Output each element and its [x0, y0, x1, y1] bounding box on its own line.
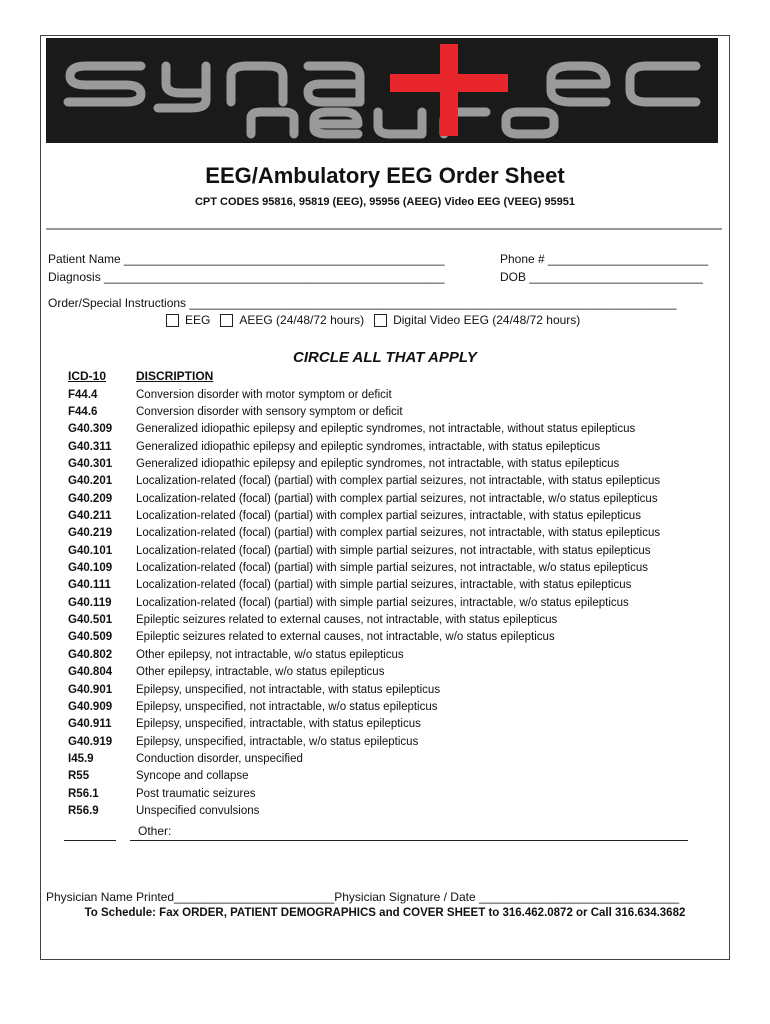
code-description: Localization-related (focal) (partial) with complex partial seizures, not intractable, with status epilepticus — [136, 527, 661, 540]
code-row[interactable] — [68, 490, 723, 507]
code-row[interactable] — [68, 386, 723, 403]
cpt-codes: CPT CODES 95816, 95819 (EEG), 95956 (AEEG) Video EEG (VEEG) 95951 — [194, 196, 576, 208]
code-description: Localization-related (focal) (partial) with simple partial seizures, intractable, w/o status epilepticus — [136, 596, 629, 609]
code-description: Localization-related (focal) (partial) with simple partial seizures, not intractable, with status epilepticus — [136, 544, 651, 557]
code-description: Other epilepsy, not intractable, w/o status epilepticus — [136, 648, 404, 661]
video-eeg-checkbox-label: Digital Video EEG (24/48/72 hours) — [393, 313, 581, 327]
icd10-code: G40.919 — [68, 735, 113, 748]
dob-field[interactable]: DOB __________________________ — [500, 270, 703, 284]
schedule-instructions: To Schedule: Fax ORDER, PATIENT DEMOGRAPHICS and COVER SHEET to 316.462.0872 or Call 316.634.3682 — [84, 907, 686, 919]
code-description: Other epilepsy, intractable, w/o status epilepticus — [136, 666, 385, 679]
code-description: Generalized idiopathic epilepsy and epileptic syndromes, intractable, with status epilepticus — [136, 440, 601, 453]
code-row[interactable] — [68, 473, 723, 490]
synaptec-neuro-logo — [46, 38, 718, 143]
code-row[interactable] — [68, 577, 723, 594]
icd10-code: F44.6 — [68, 406, 98, 419]
code-description: Syncope and collapse — [136, 770, 249, 783]
special-instructions-field[interactable]: Order/Special Instructions _________________________________________________________________________ — [48, 296, 677, 310]
icd10-code: G40.109 — [68, 562, 113, 575]
code-row[interactable] — [68, 507, 723, 524]
diagnosis-field[interactable]: Diagnosis ___________________________________________________ — [48, 270, 445, 284]
code-description: Epilepsy, unspecified, intractable, with status epilepticus — [136, 718, 421, 731]
code-row[interactable] — [68, 438, 723, 455]
icd10-code: G40.909 — [68, 700, 113, 713]
video-eeg-checkbox[interactable] — [374, 314, 387, 327]
code-description: Conversion disorder with motor symptom or deficit — [136, 388, 392, 401]
code-row[interactable] — [68, 611, 723, 628]
aeeg-checkbox-label: AEEG (24/48/72 hours) — [239, 313, 365, 327]
code-row[interactable] — [68, 750, 723, 767]
code-row[interactable] — [68, 542, 723, 559]
icd10-code: G40.804 — [68, 666, 113, 679]
icd10-code: G40.309 — [68, 423, 113, 436]
description-column-header: DISCRIPTION — [136, 369, 214, 383]
code-description: Localization-related (focal) (partial) with complex partial seizures, not intractable, w/o status epilepticus — [136, 492, 658, 505]
icd10-code: G40.901 — [68, 683, 113, 696]
icd10-code: I45.9 — [68, 752, 94, 765]
code-description: Epilepsy, unspecified, not intractable, with status epilepticus — [136, 683, 441, 696]
other-description-line[interactable] — [130, 826, 688, 841]
code-description: Conversion disorder with sensory symptom or deficit — [136, 406, 403, 419]
code-description: Generalized idiopathic epilepsy and epileptic syndromes, not intractable, without status epilepticus — [136, 423, 636, 436]
code-row[interactable] — [68, 785, 723, 802]
icd10-code: G40.101 — [68, 544, 113, 557]
code-row[interactable] — [68, 664, 723, 681]
icd10-code: G40.911 — [68, 718, 112, 731]
code-row[interactable] — [68, 646, 723, 663]
code-description: Post traumatic seizures — [136, 787, 256, 800]
other-label: Other: — [138, 824, 172, 838]
icd10-code: G40.219 — [68, 527, 113, 540]
icd10-code: G40.509 — [68, 631, 113, 644]
code-row[interactable] — [68, 802, 723, 819]
code-description: Unspecified convulsions — [136, 804, 260, 817]
code-description: Localization-related (focal) (partial) with simple partial seizures, intractable, with status epilepticus — [136, 579, 632, 592]
circle-all-instruction: CIRCLE ALL THAT APPLY — [293, 349, 477, 366]
icd10-code: G40.119 — [68, 596, 112, 609]
icd10-code-list — [68, 386, 723, 820]
order-type-checkboxes — [166, 313, 590, 327]
icd10-code: G40.209 — [68, 492, 113, 505]
page-title: EEG/Ambulatory EEG Order Sheet — [205, 163, 565, 188]
icd10-code: G40.802 — [68, 648, 113, 661]
code-row[interactable] — [68, 455, 723, 472]
phone-field[interactable]: Phone # ________________________ — [500, 252, 709, 266]
icd10-code: G40.301 — [68, 458, 113, 471]
icd10-code: G40.311 — [68, 440, 112, 453]
code-description: Epileptic seizures related to external causes, not intractable, w/o status epilepticus — [136, 631, 555, 644]
code-description: Epilepsy, unspecified, intractable, w/o status epilepticus — [136, 735, 419, 748]
icd10-code: G40.111 — [68, 579, 111, 592]
code-description: Generalized idiopathic epilepsy and epileptic syndromes, not intractable, with status epilepticus — [136, 458, 620, 471]
code-row[interactable] — [68, 629, 723, 646]
physician-signature-line[interactable]: Physician Name Printed________________________Physician Signature / Date ______________________________ — [46, 890, 680, 904]
icd10-code: G40.501 — [68, 614, 113, 627]
code-row[interactable] — [68, 559, 723, 576]
code-row[interactable] — [68, 733, 723, 750]
code-row[interactable] — [68, 716, 723, 733]
icd10-code: G40.211 — [68, 510, 112, 523]
eeg-checkbox[interactable] — [166, 314, 179, 327]
aeeg-checkbox[interactable] — [220, 314, 233, 327]
code-row[interactable] — [68, 698, 723, 715]
code-row[interactable] — [68, 594, 723, 611]
code-row[interactable] — [68, 768, 723, 785]
icd10-code: F44.4 — [68, 388, 98, 401]
code-description: Epilepsy, unspecified, not intractable, w/o status epilepticus — [136, 700, 438, 713]
other-code-blank[interactable] — [64, 826, 116, 841]
code-row[interactable] — [68, 525, 723, 542]
code-row[interactable] — [68, 403, 723, 420]
icd10-code: R56.1 — [68, 787, 99, 800]
icd10-column-header: ICD-10 — [68, 369, 107, 383]
code-description: Conduction disorder, unspecified — [136, 752, 303, 765]
icd10-code: G40.201 — [68, 475, 113, 488]
icd10-code: R55 — [68, 770, 90, 783]
eeg-checkbox-label: EEG — [185, 313, 211, 327]
code-row[interactable] — [68, 681, 723, 698]
code-description: Localization-related (focal) (partial) with complex partial seizures, intractable, with status epilepticus — [136, 510, 641, 523]
patient-name-field[interactable]: Patient Name ________________________________________________ — [48, 252, 445, 266]
icd10-code: R56.9 — [68, 804, 99, 817]
code-description: Localization-related (focal) (partial) with simple partial seizures, not intractable, w/o status epilepticus — [136, 562, 648, 575]
logo-graphic — [46, 38, 718, 143]
code-description: Localization-related (focal) (partial) with complex partial seizures, not intractable, with status epilepticus — [136, 475, 661, 488]
code-row[interactable] — [68, 421, 723, 438]
divider — [46, 228, 722, 230]
code-description: Epileptic seizures related to external causes, not intractable, with status epilepticus — [136, 614, 558, 627]
